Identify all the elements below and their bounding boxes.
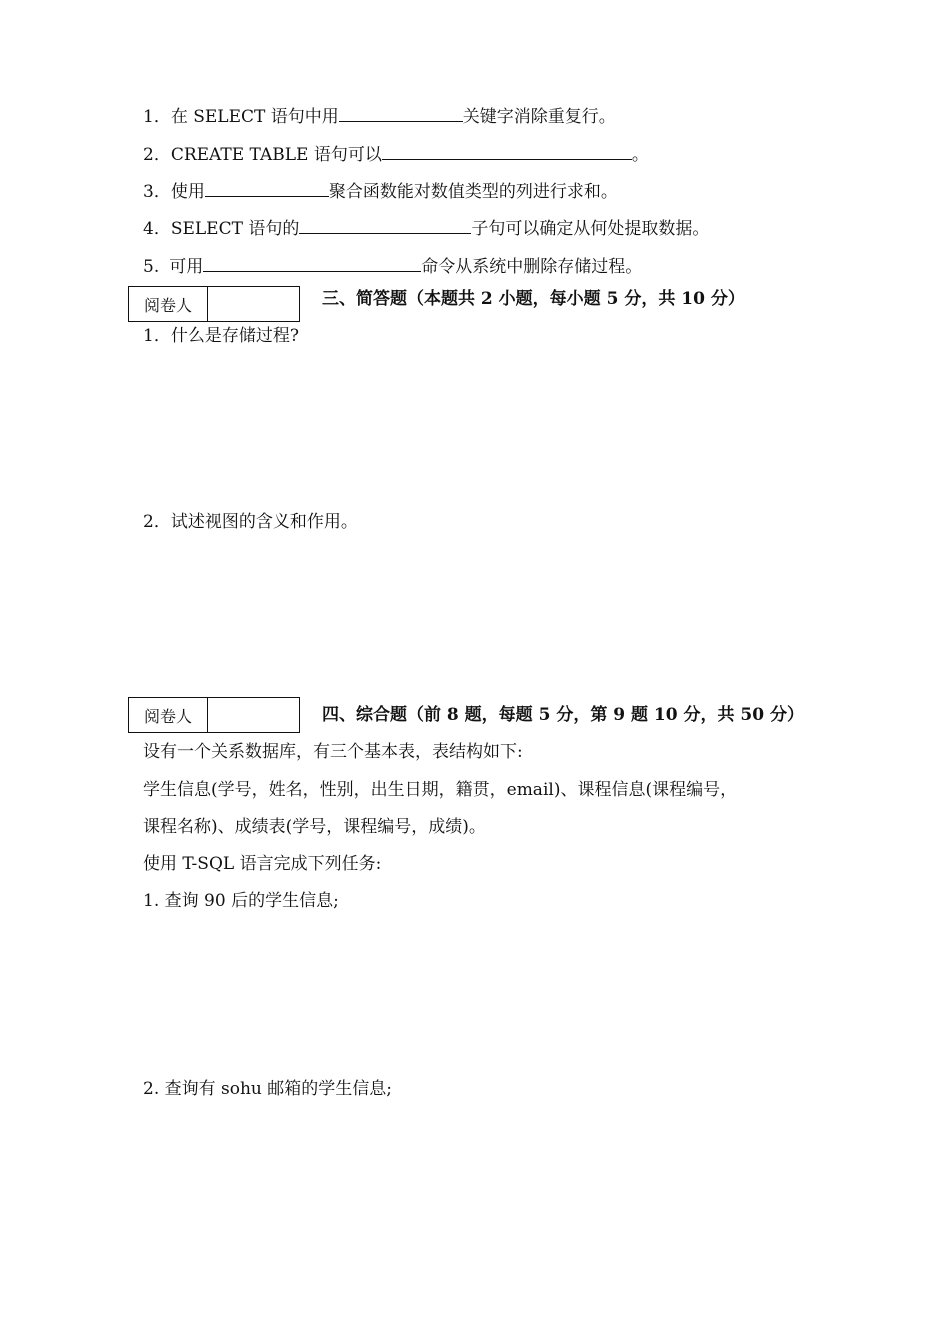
short-answer-question-1: 1．什么是存储过程?	[143, 326, 299, 346]
answer-blank[interactable]	[382, 143, 632, 160]
task-instruction: 使用 T-SQL 语言完成下列任务:	[143, 854, 382, 874]
answer-blank[interactable]	[205, 180, 329, 197]
section-title: 三、简答题（本题共 2 小题，每小题 5 分，共 10 分）	[322, 289, 745, 309]
answer-blank[interactable]	[299, 217, 471, 234]
grader-label: 阅卷人	[129, 287, 208, 321]
short-answer-question-2: 2．试述视图的含义和作用。	[143, 512, 358, 532]
comprehensive-question-1: 1. 查询 90 后的学生信息;	[143, 891, 339, 911]
question-number: 2．	[143, 145, 171, 165]
question-number: 3．	[143, 182, 171, 202]
grader-signature-cell[interactable]	[208, 698, 299, 732]
intro-paragraph: 设有一个关系数据库，有三个基本表，表结构如下:	[143, 742, 523, 762]
section-title: 四、综合题（前 8 题，每题 5 分，第 9 题 10 分，共 50 分）	[322, 705, 804, 725]
grader-label: 阅卷人	[129, 698, 208, 732]
question-text-after: 。	[631, 145, 649, 165]
fill-in-question-4	[143, 217, 709, 241]
grader-signature-cell[interactable]	[208, 287, 299, 321]
question-text-before: 使用	[170, 182, 205, 202]
grader-box	[128, 286, 300, 322]
answer-blank[interactable]	[203, 255, 421, 272]
fill-in-question-3	[143, 180, 618, 204]
table-structure-line-2: 课程名称)、成绩表(学号，课程编号，成绩)。	[143, 817, 486, 837]
question-text-after: 关键字消除重复行。	[462, 107, 616, 127]
question-number: 1．	[143, 107, 171, 127]
question-number: 5.	[143, 257, 160, 277]
grader-box	[128, 697, 300, 733]
comprehensive-question-2: 2. 查询有 sohu 邮箱的学生信息;	[143, 1079, 393, 1099]
fill-in-question-2	[143, 143, 649, 167]
question-text-before: 在 SELECT 语句中用	[170, 107, 339, 127]
fill-in-question-1	[143, 105, 616, 129]
question-text-after: 聚合函数能对数值类型的列进行求和。	[328, 182, 618, 202]
table-structure-line-1: 学生信息(学号，姓名，性别，出生日期，籍贯，email)、课程信息(课程编号，	[143, 780, 738, 800]
question-number: 4．	[143, 219, 171, 239]
fill-in-question-5	[143, 255, 642, 279]
question-text-before: SELECT 语句的	[170, 219, 300, 239]
question-text-before: 可用	[169, 257, 204, 277]
question-text-after: 命令从系统中删除存储过程。	[421, 257, 643, 277]
question-text-before: CREATE TABLE 语句可以	[170, 145, 382, 165]
question-text-after: 子句可以确定从何处提取数据。	[471, 219, 710, 239]
answer-blank[interactable]	[339, 105, 463, 122]
